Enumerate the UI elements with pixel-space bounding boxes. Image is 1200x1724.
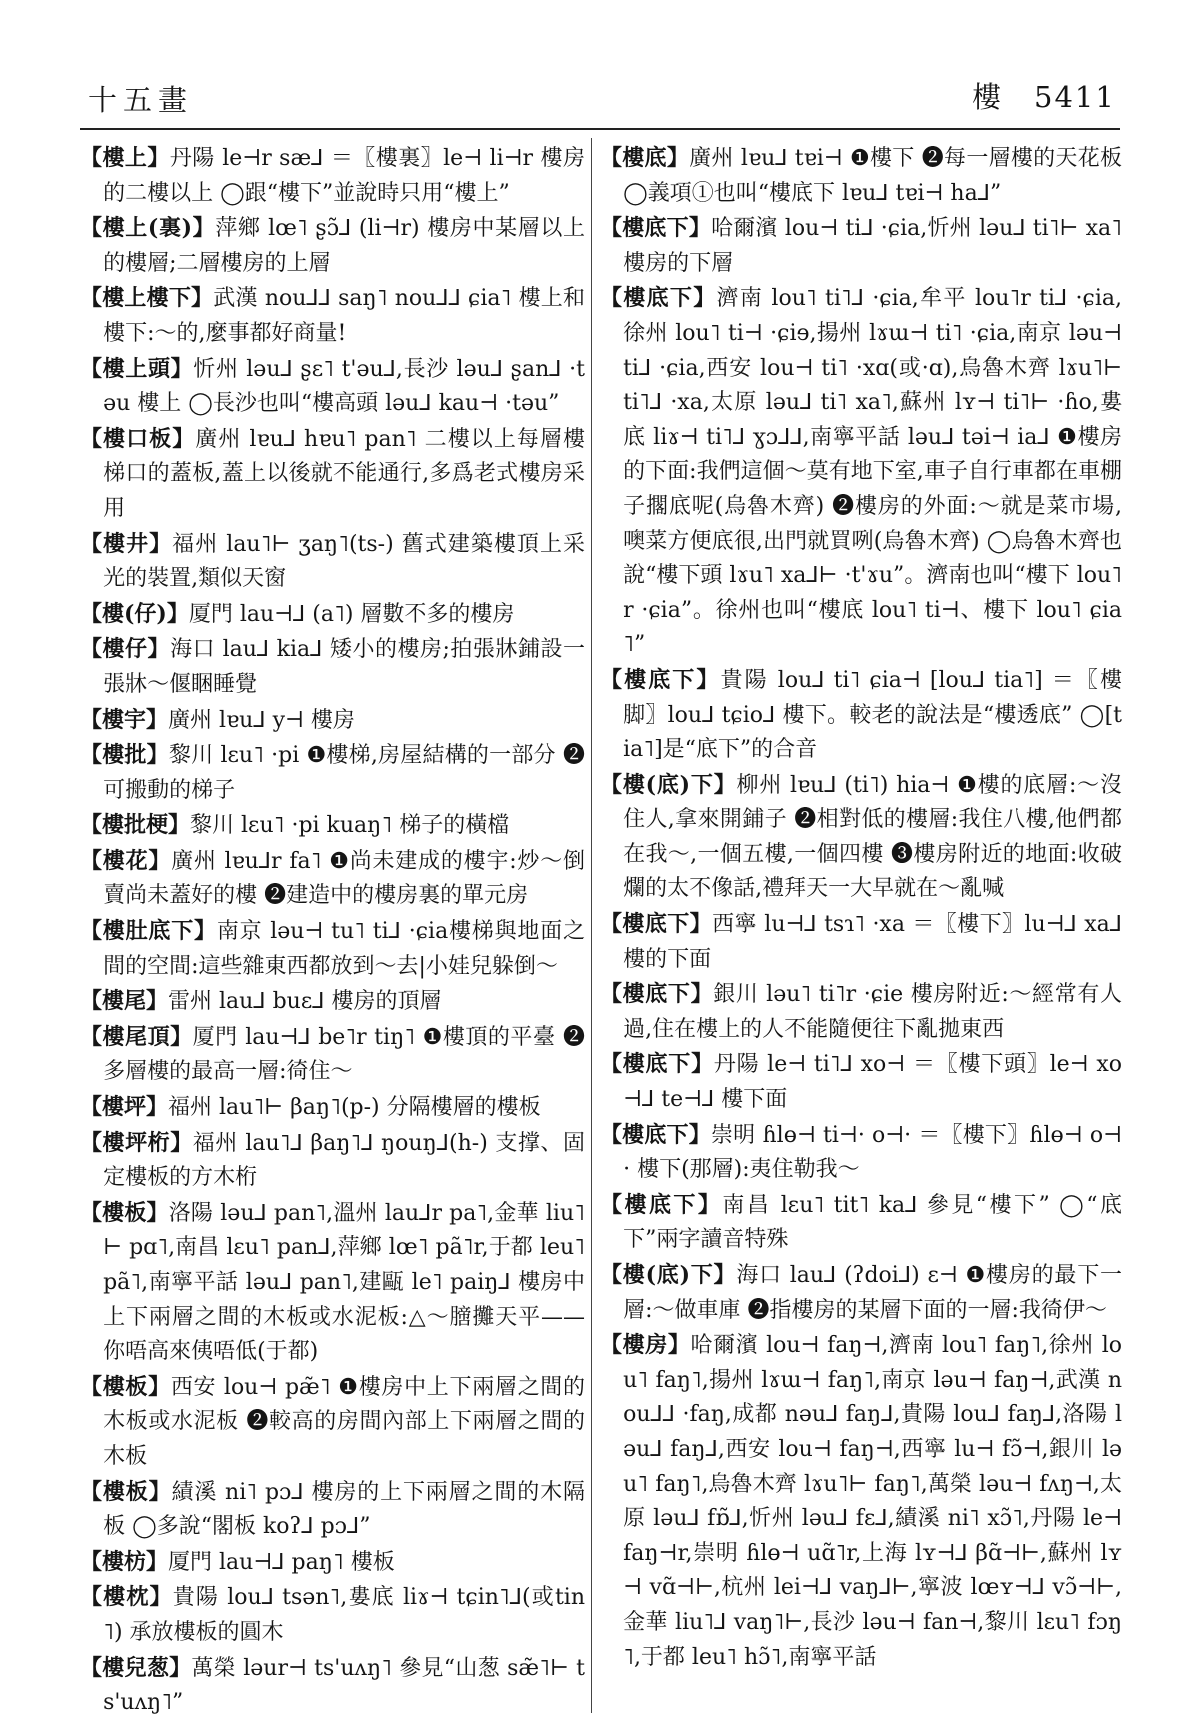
entry-headword: 【樓底下】 — [600, 1121, 711, 1148]
entry-headword: 【樓上】 — [80, 145, 170, 171]
entry-definition: 柳州 lɐu⅃ (ti˥) hia⊣ ❶樓的底層:～沒住人,拿來開鋪子 ❷相對低的樓層:我住八樓,他們都在我～,一個五樓,一個四樓 ❸樓房附近的地面:收破爛的太不像話,禮拜天一大早就在～亂喊 — [623, 772, 1122, 902]
dictionary-entry — [80, 1651, 585, 1721]
entry-definition: 廣州 lɐu⅃ y⊣ 樓房 — [168, 707, 355, 733]
entry-definition: 廣州 lɐu⅃r fa˥ ❶尚未建成的樓宇:炒～倒賣尚未蓋好的樓 ❷建造中的樓房裏的單元房 — [103, 848, 585, 909]
entry-definition: 黎川 lɛu˥ ·pi kuaŋ˥ 梯子的橫檔 — [190, 813, 510, 839]
dictionary-entry — [80, 1545, 585, 1581]
entry-headword: 【樓底下】 — [600, 1051, 714, 1078]
entry-definition: 黎川 lɛu˥ ·pi ❶樓梯,房屋結構的一部分 ❷可搬動的梯子 — [103, 743, 585, 803]
dictionary-entry — [80, 1126, 585, 1196]
entry-headword: 【樓兒葱】 — [80, 1654, 192, 1681]
entry-definition: 海口 lau⅃ (ʔdoi⅃) ɛ⊣ ❶樓房的最下一層:～做車庫 ❷指樓房的某層下面的一層:我徛伊～ — [623, 1263, 1123, 1323]
entry-definition: 萍鄉 lœ˥ ʂɔ̃⅃ (li⊣r) 樓房中某層以上的樓層;二層樓房的上層 — [103, 216, 585, 276]
entry-definition: 海口 lau⅃ kia⅃ 矮小的樓房;拍張牀鋪設一張牀～偃睏睡覺 — [103, 637, 585, 697]
dictionary-entry — [80, 281, 585, 351]
entry-definition: 貴陽 lou⅃ tsən˥,婁底 liɤ⊣ tɕin˥⅃(或tin˥) 承放樓板的圓木 — [103, 1585, 585, 1645]
entry-definition: 崇明 ɦlɵ⊣ ti⊣· o⊣· ＝〖樓下〗ɦlɵ⊣ o⊣· 樓下(那層):夷住勒我～ — [623, 1122, 1122, 1183]
entry-definition: 銀川 ləu˥ ti˥r ·ɕie 樓房附近:～經常有人過,住在樓上的人不能隨便往下亂拋東西 — [623, 982, 1122, 1042]
entry-definition: 福州 lau˥⊢ ʒaŋ˥(ts-) 舊式建築樓頂上采光的裝置,類似天窗 — [103, 531, 585, 592]
entry-headword: 【樓板】 — [80, 1199, 169, 1226]
section-header: 十五畫 — [88, 83, 194, 117]
entry-definition: 哈爾濱 lou⊣ faŋ⊣,濟南 lou˥ faŋ˥,徐州 lou˥ faŋ˥,揚州 lɤɯ⊣ faŋ˥,南京 ləu⊣ faŋ⊣,武漢 nou⅃⅃ ·faŋ,成都 nəu⅃ faŋ⅃,貴陽 lou⅃ faŋ⅃,洛陽 ləu⅃ faŋ⅃,西安 lou⊣ faŋ⊣,西寧 lu⊣ fɔ̃⊣,銀川 ləu˥ faŋ˥,烏魯木齊 lɤu˥⊢ faŋ˥,萬榮 ləu⊣ fʌŋ⊣,太原 ləu⅃ fɒ̃⅃,忻州 ləu⅃ fɛ⅃,績溪 ni˥ xɔ̃˥,丹陽 le⊣ faŋ⊣r,崇明 ɦlɵ⊣ uɑ̃˥r,上海 lʏ⊣⅃ βɑ̃⊣⊢,蘇州 lʏ⊣ vɑ̃⊣⊢,杭州 lei⊣⅃ vaŋ⅃⊢,寧波 lœʏ⊣⅃ vɔ̃⊣⊢,金華 liu˥⅃ vaŋ˥⊢,長沙 ləu⊣ fan⊣,黎川 lɛu˥ fɔŋ˥,于都 leu˥ hɔ̃˥,南寧平話 — [623, 1333, 1122, 1670]
entry-headword: 【樓上(裏)】 — [80, 215, 216, 242]
dictionary-entry — [600, 281, 1122, 663]
entry-headword: 【樓底下】 — [600, 1191, 723, 1218]
entry-definition: 西寧 lu⊣⅃ tsɿ˥ ·xa ＝〖樓下〗lu⊣⅃ xa⅃ 樓的下面 — [623, 912, 1122, 972]
entry-headword: 【樓板】 — [80, 1373, 171, 1400]
dictionary-entry — [80, 1580, 585, 1650]
dictionary-entry — [600, 211, 1122, 281]
entry-definition: 雷州 lau⅃ buɛ⅃ 樓房的頂層 — [168, 989, 442, 1015]
entry-definition: 哈爾濱 lou⊣ ti⅃ ·ɕia,忻州 ləu⅃ ti˥⊢ xa˥ 樓房的下層 — [623, 216, 1122, 276]
entry-headword: 【樓枕】 — [80, 1584, 173, 1611]
entry-headword: 【樓口板】 — [80, 425, 196, 452]
entry-headword: 【樓坪桁】 — [80, 1129, 193, 1156]
entry-definition: 忻州 ləu⅃ ʂɛ˥ t'əu⅃,長沙 ləu⅃ ʂan⅃ ·təu 樓上 ◯長沙也叫“樓高頭 ləu⅃ kau⊣ ·təu” — [103, 356, 585, 417]
dictionary-entry — [80, 1090, 585, 1126]
dictionary-entry — [600, 907, 1122, 977]
dictionary-entry — [600, 1118, 1122, 1188]
entry-headword: 【樓上頭】 — [80, 355, 194, 382]
entry-headword: 【樓枋】 — [80, 1548, 169, 1575]
dictionary-entry — [80, 738, 585, 808]
entry-definition: 績溪 ni˥ pɔ⅃ 樓房的上下兩層之間的木隔板 ◯多說“閣板 koʔ⅃ pɔ⅃” — [103, 1479, 585, 1540]
entry-definition: 南昌 lɛu˥ tit˥ ka⅃ 參見“樓下” ◯“底下”兩字讀音特殊 — [623, 1192, 1122, 1253]
dictionary-entry — [600, 1188, 1122, 1258]
entry-headword: 【樓批】 — [80, 742, 169, 769]
entry-definition: 丹陽 le⊣r sæ⅃ ＝〖樓裏〗le⊣ li⊣r 樓房的二樓以上 ◯跟“樓下”並說時只用“樓上” — [103, 146, 585, 206]
entry-headword: 【樓底下】 — [600, 981, 714, 1008]
dictionary-entry — [600, 977, 1122, 1047]
dictionary-entry — [80, 211, 585, 281]
entry-headword: 【樓宇】 — [80, 706, 169, 733]
dictionary-entry — [600, 141, 1122, 211]
entry-headword: 【樓尾】 — [80, 988, 169, 1015]
dictionary-entry — [600, 1047, 1122, 1117]
entry-headword: 【樓仔】 — [80, 636, 171, 663]
entry-headword: 【樓批梗】 — [80, 812, 191, 839]
dictionary-entry — [600, 1258, 1122, 1328]
entry-headword: 【樓上樓下】 — [80, 285, 214, 312]
header-rule — [80, 128, 1120, 130]
entry-headword: 【樓(底)下】 — [600, 1262, 737, 1288]
entry-definition: 丹陽 le⊣ ti˥⅃ xo⊣ ＝〖樓下頭〗le⊣ xo⊣⅃ te⊣⅃ 樓下面 — [623, 1052, 1122, 1113]
entry-definition: 南京 ləu⊣ tu˥ ti⅃ ·ɕia樓梯與地面之間的空間:這些雜東西都放到～去|小娃兒躲倒～ — [103, 919, 585, 979]
dictionary-entry — [80, 1475, 585, 1545]
entry-definition: 萬榮 ləur⊣ ts'uʌŋ˥ 參見“山葱 sæ̃˥⊢ ts'uʌŋ˥” — [103, 1655, 585, 1716]
dictionary-entry — [80, 352, 585, 422]
dictionary-entry — [80, 1196, 585, 1370]
page-header-headword-and-number: 樓 5411 — [972, 80, 1116, 114]
entry-definition: 武漢 nou⅃⅃ saŋ˥ nou⅃⅃ ɕia˥ 樓上和樓下:～的,麼事都好商量! — [103, 286, 585, 346]
entry-definition: 濟南 lou˥ ti˥⅃ ·ɕia,牟平 lou˥r ti⅃ ·ɕia,徐州 lou˥ ti⊣ ·ɕiɘ,揚州 lɤɯ⊣ ti˥ ·ɕia,南京 ləu⊣ ti⅃ ·ɕia,西安 lou⊣ ti˥ ·xɑ(或·ɑ),烏魯木齊 lɤu˥⊢ ti˥⅃ ·xa,太原 ləu⅃ ti˥ xa˥,蘇州 lʏ⊣ ti˥⊢ ·ɦo,婁底 liɤ⊣ ti˥⅃ ɣɔ⅃⅃,南寧平話 ləu⅃ təi⊣ ia⅃ ❶樓房的下面:我們這個～莫有地下室,車子自行車都在車棚子擱底呢(烏魯木齊) ❷樓房的外面:～就是菜市場,噢菜方便底很,出門就買咧(烏魯木齊) ◯烏魯木齊也說“樓下頭 lɤu˥ xa⅃⊢ ·t'ɤu”。濟南也叫“樓下 lou˥r ·ɕia”。徐州也叫“樓底 lou˥ ti⊣、樓下 lou˥ ɕia˥” — [623, 286, 1122, 658]
entry-headword: 【樓坪】 — [80, 1094, 169, 1121]
dictionary-entry — [80, 984, 585, 1020]
dictionary-entry — [80, 527, 585, 597]
entry-headword: 【樓底】 — [600, 145, 690, 171]
dictionary-entry — [80, 703, 585, 739]
dictionary-entry — [80, 1370, 585, 1475]
entry-headword: 【樓井】 — [80, 530, 173, 557]
dictionary-entry — [80, 632, 585, 702]
entry-definition: 貴陽 lou⅃ ti˥ ɕia⊣ [lou⅃ tia˥] ＝〖樓脚〗lou⅃ tɕio⅃ 樓下。較老的說法是“樓透底” ◯[tia˥]是“底下”的合音 — [623, 667, 1122, 763]
entry-headword: 【樓板】 — [80, 1478, 172, 1505]
entry-definition: 福州 lau˥⊢ βaŋ˥(p-) 分隔樓層的樓板 — [168, 1095, 541, 1121]
entry-headword: 【樓底下】 — [600, 285, 717, 312]
entry-headword: 【樓底下】 — [600, 666, 721, 693]
entry-headword: 【樓(仔)】 — [80, 600, 189, 627]
entry-definition: 福州 lau˥⅃ βaŋ˥⅃ ŋouŋ⅃(h-) 支撑、固定樓板的方木桁 — [103, 1130, 585, 1191]
dictionary-entry — [80, 808, 585, 844]
entry-definition: 厦門 lau⊣⅃ be˥r tiŋ˥ ❶樓頂的平臺 ❷多層樓的最高一層:徛住～ — [103, 1024, 585, 1085]
entry-headword: 【樓底下】 — [600, 911, 713, 938]
entry-headword: 【樓尾頂】 — [80, 1023, 193, 1050]
entry-headword: 【樓花】 — [80, 847, 172, 874]
dictionary-entry — [80, 1020, 585, 1090]
entry-definition: 厦門 lau⊣⅃ (a˥) 層數不多的樓房 — [188, 601, 515, 627]
dictionary-entry — [80, 141, 585, 211]
entry-definition: 廣州 lɐu⅃ tɐi⊣ ❶樓下 ❷每一層樓的天花板 ◯義項①也叫“樓底下 lɐu⅃ tɐi⊣ ha⅃” — [623, 146, 1122, 206]
column-divider — [591, 138, 592, 1713]
dictionary-entry — [80, 422, 585, 527]
entry-headword: 【樓肚底下】 — [80, 918, 217, 945]
dictionary-entry — [600, 768, 1122, 907]
entry-headword: 【樓房】 — [600, 1332, 691, 1359]
entry-definition: 廣州 lɐu⅃ hɐu˥ pan˥ 二樓以上每層樓梯口的蓋板,蓋上以後就不能通行,多爲老式樓房采用 — [103, 426, 585, 521]
entry-definition: 西安 lou⊣ pæ̃˥ ❶樓房中上下兩層之間的木板或水泥板 ❷較高的房間內部上下兩層之間的木板 — [103, 1374, 585, 1469]
left-column — [80, 141, 585, 1721]
dictionary-entry — [80, 914, 585, 984]
entry-headword: 【樓(底)下】 — [600, 771, 737, 798]
dictionary-entry — [600, 663, 1122, 768]
entry-definition: 洛陽 ləu⅃ pan˥,溫州 lau⅃r pa˥,金華 liu˥⊢ pɑ˥,南昌 lɛu˥ pan⅃,萍鄉 lœ˥ pã˥r,于都 leu˥ pã˥,南寧平話 ləu⅃ pan˥,建甌 le˥ paiŋ⅃ 樓房中上下兩層之間的木板或水泥板:△～膪攤天平——你唔高來侇唔低(于都) — [103, 1200, 585, 1365]
right-column — [600, 141, 1122, 1675]
entry-definition: 厦門 lau⊣⅃ paŋ˥ 樓板 — [168, 1549, 395, 1575]
entry-headword: 【樓底下】 — [600, 215, 712, 242]
dictionary-entry — [80, 597, 585, 633]
dictionary-entry — [80, 844, 585, 914]
dictionary-entry — [600, 1328, 1122, 1675]
